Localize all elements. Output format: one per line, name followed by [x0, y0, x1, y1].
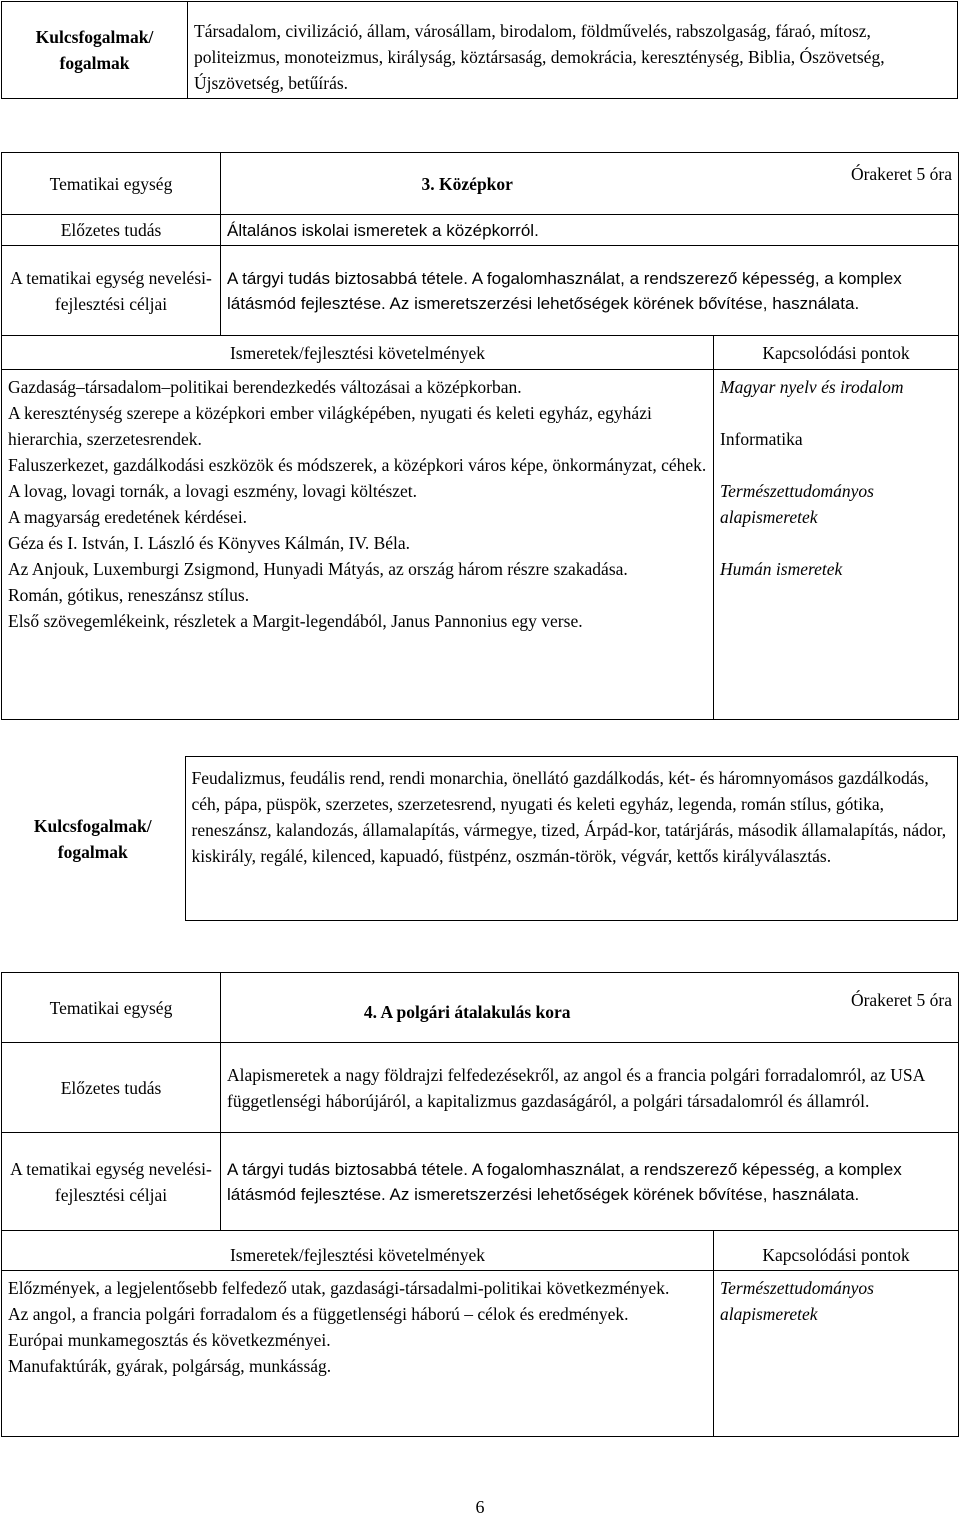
unit3-topic-label: Tematikai egység: [2, 153, 221, 215]
unit3-concepts-label: Kulcsfogalmak/ fogalmak: [1, 757, 185, 921]
unit3-concepts-table: [1, 756, 958, 921]
unit3-goals-text: A tárgyi tudás biztosabbá tétele. A fogalomhasználat, a rendszerező képesség, a komplex látásmód fejlesztése. Az ismeretszerzési lehetőségek körének bővítése, használata.: [221, 246, 959, 336]
list-item: Első szövegemlékeink, részletek a Margit-legendából, Janus Pannonius egy verse.: [8, 611, 583, 631]
link-item: Természettudományos alapismeretek: [720, 1278, 874, 1324]
unit3-goals-label: A tematikai egység nevelési-fejlesztési céljai: [2, 246, 221, 336]
unit4-title: 4. A polgári átalakulás kora: [221, 973, 714, 1043]
key-concepts-label: Kulcsfogalmak/ fogalmak: [2, 2, 188, 99]
unit3-links-header: Kapcsolódási pontok: [714, 336, 959, 370]
list-item: Az Anjouk, Luxemburgi Zsigmond, Hunyadi Mátyás, az ország három részre szakadása.: [8, 559, 628, 579]
unit4-links-header: Kapcsolódási pontok: [714, 1231, 959, 1271]
unit3-table: [1, 152, 959, 720]
unit3-hours: Órakeret 5 óra: [714, 153, 959, 215]
key-concepts-table-top: [1, 1, 958, 99]
unit4-prior-label: Előzetes tudás: [2, 1043, 221, 1133]
link-item: Humán ismeretek: [720, 559, 843, 579]
unit4-topic-label: Tematikai egység: [2, 973, 221, 1043]
unit4-goals-text: A tárgyi tudás biztosabbá tétele. A fogalomhasználat, a rendszerező képesség, a komplex látásmód fejlesztése. Az ismeretszerzési lehetőségek körének bővítése, használata.: [221, 1133, 959, 1231]
unit3-title: 3. Középkor: [221, 153, 714, 215]
unit3-concepts-text: Feudalizmus, feudális rend, rendi monarchia, önellátó gazdálkodás, két- és háromnyomásos gazdálkodás, céh, pápa, püspök, szerzetes, szerzetesrend, nyugati és keleti egyház, legenda, román stílus, gótika, reneszánsz, kalandozás, államalapítás, vármegye, tized, Árpád-kor, tatárjárás, második államalapítás, nádor, kiskirály, regálé, kilenced, kapuadó, füstpénz, oszmán-török, végvár, kettős királyválasztás.: [185, 757, 958, 921]
unit4-goals-label: A tematikai egység nevelési-fejlesztési céljai: [2, 1133, 221, 1231]
unit4-prior-text: Alapismeretek a nagy földrajzi felfedezésekről, az angol és a francia polgári forradalomról, az USA függetlenségi háborújáról, a kapitalizmus gazdaságáról, a polgári társadalomról és államról.: [221, 1043, 959, 1133]
unit4-links-list: [714, 1271, 959, 1437]
list-item: Előzmények, a legjelentősebb felfedező utak, gazdasági-társadalmi-politikai következmények.: [8, 1278, 670, 1298]
list-item: Az angol, a francia polgári forradalom és a függetlenségi háború – célok és eredmények.: [8, 1304, 629, 1324]
list-item: Manufaktúrák, gyárak, polgárság, munkásság.: [8, 1356, 332, 1376]
unit4-table: [1, 972, 959, 1437]
unit4-requirements-header: Ismeretek/fejlesztési követelmények: [2, 1231, 714, 1271]
list-item: A kereszténység szerepe a középkori ember világképében, nyugati és keleti egyház, egyházi hierarchia, szerzetesrendek.: [8, 403, 652, 449]
unit3-requirements-header: Ismeretek/fejlesztési követelmények: [2, 336, 714, 370]
link-item: Magyar nyelv és irodalom: [720, 377, 904, 397]
list-item: Faluszerkezet, gazdálkodási eszközök és módszerek, a középkori város képe, önkormányzat, céhek.: [8, 455, 707, 475]
link-item: Természettudományos alapismeretek: [720, 481, 874, 527]
page-number: 6: [475, 1497, 485, 1517]
list-item: Európai munkamegosztás és következményei.: [8, 1330, 331, 1350]
unit3-requirements-list: [2, 370, 714, 720]
list-item: Gazdaság–társadalom–politikai berendezkedés változásai a középkorban.: [8, 377, 522, 397]
unit4-requirements-list: [2, 1271, 714, 1437]
list-item: A magyarság eredetének kérdései.: [8, 507, 248, 527]
unit3-prior-label: Előzetes tudás: [2, 215, 221, 246]
unit4-hours: Órakeret 5 óra: [714, 973, 959, 1043]
unit3-prior-text: Általános iskolai ismeretek a középkorról.: [221, 215, 959, 246]
link-item: Informatika: [720, 429, 803, 449]
list-item: Géza és I. István, I. László és Könyves Kálmán, IV. Béla.: [8, 533, 411, 553]
unit3-links-list: [714, 370, 959, 720]
list-item: A lovag, lovagi tornák, a lovagi eszmény, lovagi költészet.: [8, 481, 418, 501]
list-item: Román, gótikus, reneszánsz stílus.: [8, 585, 250, 605]
key-concepts-text: Társadalom, civilizáció, állam, városállam, birodalom, földművelés, rabszolgaság, fáraó, mítosz, politeizmus, monoteizmus, királyság, köztársaság, demokrácia, kereszténység, Biblia, Ószövetség, Újszövetség, betűírás.: [188, 2, 958, 99]
